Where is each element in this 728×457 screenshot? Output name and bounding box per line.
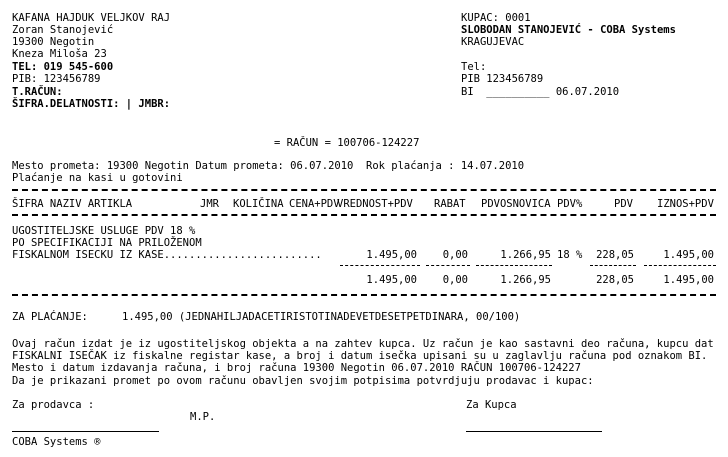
seller-phone: TEL: 019 545-600 xyxy=(12,61,114,73)
buyer-pib: PIB 123456789 xyxy=(461,73,544,85)
item-value: 1.495,00 xyxy=(366,249,417,261)
totals-rule-total xyxy=(644,265,716,266)
note-line-3: Mesto i datum izdavanja računa, i broj računa 19300 Negotin 06.07.2010 RAČUN 100706-124227 xyxy=(12,362,581,374)
note-line-1: Ovaj račun izdat je iz ugostiteljskog objekta a na zahtev kupca. Uz račun je kao sastavni deo računa, kupcu dat xyxy=(12,338,714,350)
invoice-number: = RAČUN = 100706-124227 xyxy=(274,137,420,149)
seller-signature-line xyxy=(12,431,159,432)
totals-vat: 228,05 xyxy=(596,274,634,286)
totals-rule-rabat xyxy=(426,265,470,266)
totals-rabat: 0,00 xyxy=(442,274,468,286)
header-qty: KOLIČINA xyxy=(233,198,284,210)
note-line-4: Da je prikazani promet po ovom računu obavljen svojim potpisima potvrdjuju prodavac i kupac: xyxy=(12,375,594,387)
item-vat: 228,05 xyxy=(596,249,634,261)
header-vat: PDV xyxy=(614,198,633,210)
buyer-bi: BI __________ 06.07.2010 xyxy=(461,86,620,98)
totals-value: 1.495,00 xyxy=(366,274,417,286)
invoice-payment-line: Plaćanje na kasi u gotovini xyxy=(12,172,183,184)
seller-owner: Zoran Stanojević xyxy=(12,24,114,36)
item-total: 1.495,00 xyxy=(663,249,714,261)
invoice-place-line: Mesto prometa: 19300 Negotin Datum prometa: 06.07.2010 Rok plaćanja : 14.07.2010 xyxy=(12,160,525,172)
table-bottom-rule xyxy=(12,294,716,296)
note-line-2: FISKALNI ISEČAK iz fiskalne registar kase, a broj i datum isečka upisani su u zaglavlju računa pod oznakom BI. xyxy=(12,350,708,362)
item-line-3: FISKALNOM ISECKU IZ KASE......................... xyxy=(12,249,322,261)
item-vat-pct: 18 % xyxy=(557,249,583,261)
buyer-code: KUPAC: 0001 xyxy=(461,12,531,24)
header-value: VREDNOST+PDV xyxy=(337,198,413,210)
totals-rule-base xyxy=(476,265,552,266)
item-rabat: 0,00 xyxy=(442,249,468,261)
table-top-rule xyxy=(12,189,716,191)
payment-label: ZA PLAĆANJE: xyxy=(12,311,88,323)
seller-city: 19300 Negotin xyxy=(12,36,95,48)
seller-street: Kneza Miloša 23 xyxy=(12,48,107,60)
totals-rule-vat xyxy=(590,265,636,266)
buyer-name: SLOBODAN STANOJEVIĆ - COBA Systems xyxy=(461,24,676,36)
header-code-name: ŠIFRA NAZIV ARTIKLA xyxy=(12,198,133,210)
header-rabat: RABAT xyxy=(434,198,466,210)
footer-brand: COBA Systems ® xyxy=(12,436,101,448)
header-price: CENA+PDV xyxy=(289,198,340,210)
table-header-rule xyxy=(12,214,716,216)
seller-activity: ŠIFRA.DELATNOSTI: | JMBR: xyxy=(12,98,171,110)
buyer-signature-line xyxy=(466,431,602,432)
seller-pib: PIB: 123456789 xyxy=(12,73,101,85)
header-total: IZNOS+PDV xyxy=(657,198,714,210)
totals-total: 1.495,00 xyxy=(663,274,714,286)
item-base: 1.266,95 xyxy=(500,249,551,261)
header-base: PDVOSNOVICA xyxy=(481,198,551,210)
totals-rule-value xyxy=(340,265,420,266)
header-vat-pct: PDV% xyxy=(557,198,583,210)
item-line-2: PO SPECIFIKACIJI NA PRILOŽENOM xyxy=(12,237,202,249)
item-line-1: UGOSTITELJSKE USLUGE PDV 18 % xyxy=(12,225,196,237)
header-jmr: JMR xyxy=(200,198,219,210)
payment-amount: 1.495,00 (JEDNAHILJADACETIRISTOTINADEVETDESETPETDINARA, 00/100) xyxy=(122,311,521,323)
buyer-city: KRAGUJEVAC xyxy=(461,36,525,48)
buyer-signature-label: Za Kupca xyxy=(466,399,517,411)
totals-base: 1.266,95 xyxy=(500,274,551,286)
seller-name: KAFANA HAJDUK VELJKOV RAJ xyxy=(12,12,171,24)
seller-account: T.RAČUN: xyxy=(12,86,63,98)
seller-signature-label: Za prodavca : xyxy=(12,399,95,411)
buyer-phone: Tel: xyxy=(461,61,487,73)
stamp-label: M.P. xyxy=(190,411,216,423)
